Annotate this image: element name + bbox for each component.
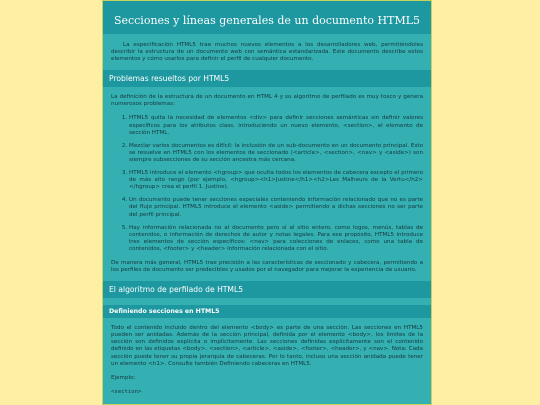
section-lead-paragraph: La definición de la estructura de un documento en HTML 4 y su algoritmo de perfilado es muy tosco y genera numerosos problemas: <box>111 94 423 108</box>
document-page <box>102 0 432 405</box>
list-item: 4. Un documento puede tener secciones especiales conteniendo información relacionado que no es parte del flujo principal. HTML5 introduce el elemento <aside> permitiendo a dichas secciones no ser parte del perfil principal. <box>129 197 423 218</box>
problems-list <box>111 115 423 253</box>
section-heading-problemas: Problemas resueltos por HTML5 <box>103 70 431 87</box>
body-paragraph: Todo el contenido incluido dentro del elemento <body> es parte de una sección. Las secciones en HTML5 pueden ser anidadas. Además de la sección principal, definida por el elemento <body>, los límites de la sección son definidos explícita o implícitamente. Las secciones definidas explícitamente son el contenido definido en las etiquetas <body>, <section>, <article>, <aside>, <footer>, <header>, y <nav>. Nota: Cada sección puede tener su propia jerarquía de cabeceras. Por lo tanto, incluso una sección anidada puede tener un elemento <h1>. Consulte también Definiendo cabeceras en HTML5. <box>111 325 423 367</box>
list-item: 1. HTML5 quita la necesidad de elementos <div> para definir secciones semánticas sin definir valores específicos para los atributos class, introduciendo un nuevo elemento, <section>, el elemento de sección HTML. <box>129 115 423 136</box>
intro-paragraph: La especificación HTML5 trae muchos nuevos elementos a los desarrolladores web, permitiéndoles describir la estructura de un documento web con semántica estandarizada. Este documento describe estos elementos y cómo usarlos para definir el perfil de cualquier documento. <box>111 42 423 63</box>
section-heading-algoritmo: El algoritmo de perfilado de HTML5 <box>103 281 431 298</box>
closing-paragraph: De manera más general, HTML5 trae precisión a las características de seccionado y cabecera, permitiendo a los perfiles de documento ser predecibles y usados por el navegador para mejorar la experiencia de usuario. <box>111 259 423 274</box>
list-item: 5. Hay información relacionada no al documento pero sí al sitio entero, como logos, menús, tablas de contenidos, o información de derechos de autor y notas legales. Para ese propósito, HTML5 introduce tres elementos de sección específicos: <nav> para colecciones de enlaces, como una tabla de contenidos, <footer> y <header> información relacionada con el sitio. <box>129 225 423 253</box>
page-title: Secciones y líneas generales de un documento HTML5 <box>103 1 431 34</box>
list-item: 3. HTML5 introduce el elemento <hgroup> que oculta todos los elementos de cabecera excepto el primero de más alto rango (por ejemplo, <hgroup><h1>Justine</h1><h2>Les Malheurs de la Vertu</h2></hgroup> crea el perfil 1. Justine). <box>129 170 423 191</box>
example-label: Ejemplo: <box>111 374 136 381</box>
subheading-definiendo-secciones: Definiendo secciones en HTML5 <box>103 305 431 318</box>
list-item: 2. Mezclar varios documentos es difícil: la inclusión de un sub-documento en un documento principal. Esto se resuelve en HTML5 con los elementos de seccionado (<article>, <section>, <nav> y <aside>) son siempre subsecciones de su sección ancestra más cercana. <box>129 143 423 164</box>
code-example: <section> <box>111 388 142 395</box>
